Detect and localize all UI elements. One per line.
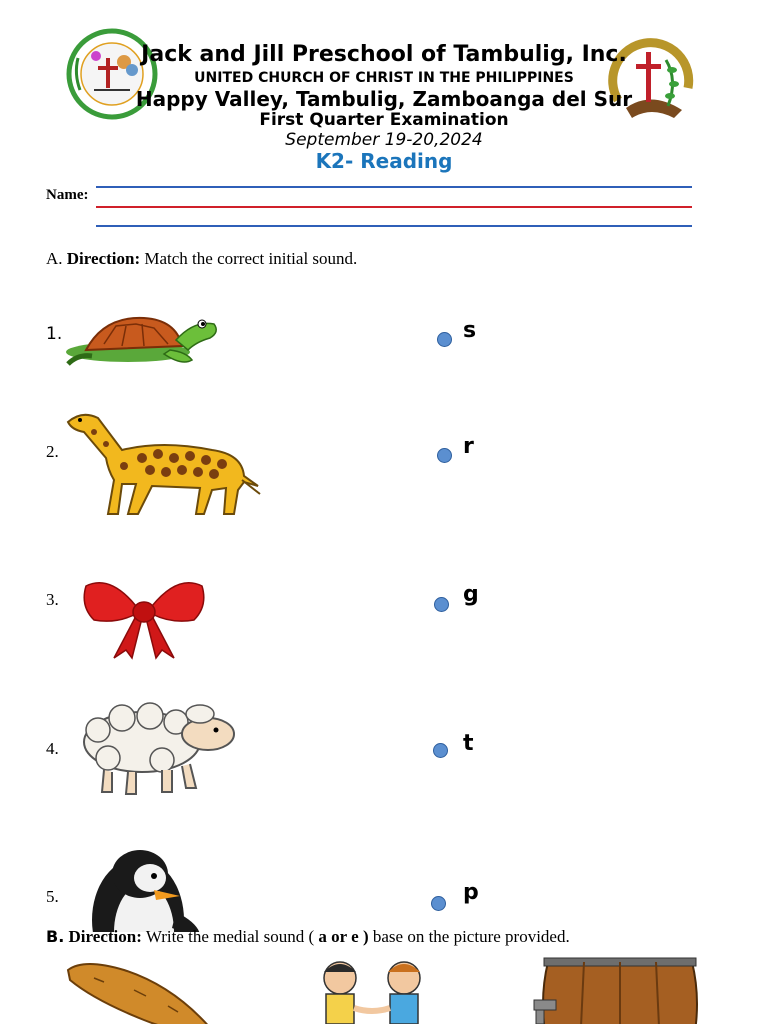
match-dot-t[interactable] bbox=[433, 743, 448, 758]
item-number-1: 1. bbox=[46, 324, 63, 344]
giraffe-picture bbox=[62, 410, 266, 522]
section-a-direction-label: Direction: bbox=[66, 249, 141, 268]
section-a-direction-text: Match the correct initial sound. bbox=[144, 249, 358, 268]
subject-title: K2- Reading bbox=[315, 149, 453, 173]
answer-letter-s: s bbox=[463, 318, 477, 343]
match-dot-g[interactable] bbox=[434, 597, 449, 612]
item-number-2: 2. bbox=[46, 442, 59, 461]
answer-letter-t: t bbox=[463, 731, 474, 756]
match-dot-r[interactable] bbox=[437, 448, 452, 463]
penguin-picture bbox=[72, 842, 208, 932]
answer-letter-r: r bbox=[463, 434, 474, 459]
children-picture bbox=[300, 956, 444, 1024]
exam-title: First Quarter Examination bbox=[259, 110, 509, 130]
sheep-picture bbox=[78, 700, 242, 798]
section-a-letter: A. bbox=[46, 249, 63, 268]
answer-letter-p: p bbox=[463, 880, 479, 905]
section-b-letter: B. bbox=[46, 927, 65, 946]
exam-date: September 19-20,2024 bbox=[285, 130, 483, 150]
church-name: UNITED CHURCH OF CHRIST IN THE PHILIPPINES bbox=[194, 70, 574, 86]
name-line-middle[interactable] bbox=[96, 206, 692, 208]
section-a-direction bbox=[46, 249, 357, 269]
match-dot-s[interactable] bbox=[437, 332, 452, 347]
yam-picture bbox=[64, 958, 214, 1024]
section-b-direction bbox=[46, 927, 570, 947]
name-label: Name: bbox=[46, 187, 89, 203]
school-address: Happy Valley, Tambulig, Zamboanga del Sur bbox=[135, 87, 633, 111]
item-number-3: 3. bbox=[46, 590, 59, 609]
turtle-picture bbox=[64, 310, 218, 368]
ribbon-picture bbox=[80, 572, 208, 660]
section-b-direction-post: base on the picture provided. bbox=[368, 927, 570, 946]
answer-letter-g: g bbox=[463, 582, 479, 607]
school-name: Jack and Jill Preschool of Tambulig, Inc. bbox=[141, 42, 627, 67]
name-line-top[interactable] bbox=[96, 186, 692, 188]
section-b-direction-label: Direction: bbox=[68, 927, 142, 946]
section-b-direction-pre: Write the medial sound ( bbox=[145, 927, 315, 946]
item-number-4: 4. bbox=[46, 739, 59, 758]
item-number-5: 5. bbox=[46, 887, 59, 906]
section-b-direction-bold: a or e ) bbox=[314, 927, 369, 946]
match-dot-p[interactable] bbox=[431, 896, 446, 911]
barrel-picture bbox=[528, 948, 706, 1024]
name-line-bottom[interactable] bbox=[96, 225, 692, 227]
